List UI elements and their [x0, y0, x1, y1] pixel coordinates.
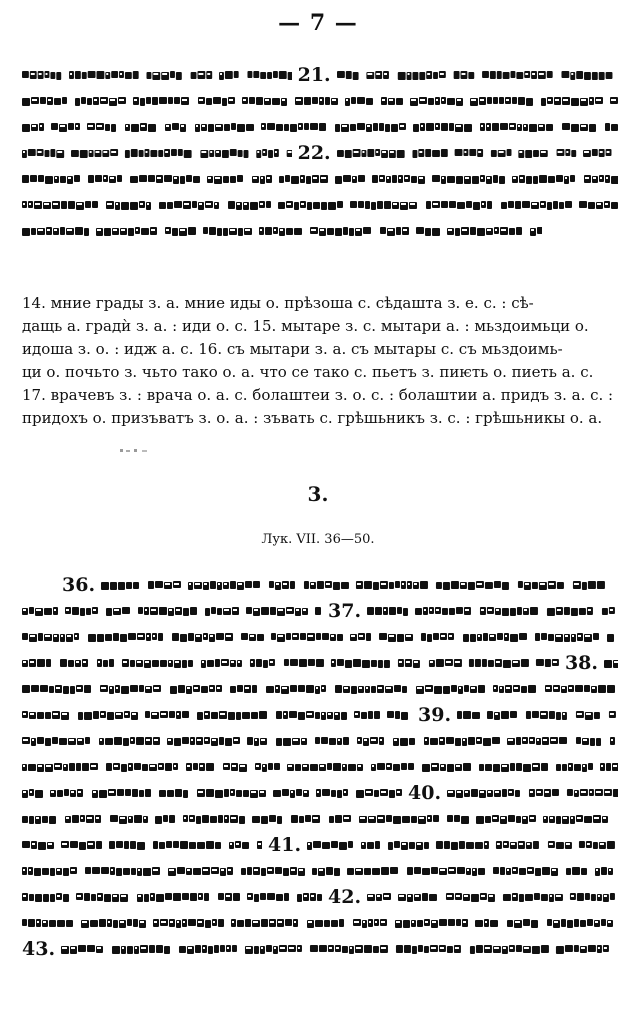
- glagolitic-text-segment: [22, 735, 618, 747]
- glagolitic-text-segment: [22, 709, 412, 721]
- text-line: [22, 88, 618, 114]
- scripture-reference: Лук. VII. 36—50.: [261, 532, 375, 547]
- apparatus-line: придохъ о. призъватъ з. о. а. : зъвать с. грѣшьникъ з. с. : грѣшьникы о. а.: [22, 409, 603, 427]
- glagolitic-text-segment: [22, 147, 292, 159]
- text-line: [22, 62, 618, 88]
- print-smudge: [120, 448, 160, 454]
- text-line: [22, 166, 618, 192]
- text-line: [22, 114, 618, 140]
- verse-number: 39.: [418, 704, 452, 726]
- glagolitic-glyphs: [22, 199, 618, 211]
- glagolitic-glyphs: [22, 69, 292, 81]
- glagolitic-glyphs: [61, 943, 618, 955]
- apparatus-line: 17. врачевъ з. : врача о. а. с. болаштеи з. о. с. : болаштии а. придъ з. а. с. :: [22, 386, 614, 404]
- section-number: 3.: [307, 482, 329, 506]
- glagolitic-text-segment: [22, 813, 618, 825]
- text-line: [22, 754, 618, 780]
- glagolitic-glyphs: [22, 787, 402, 799]
- text-line: [22, 650, 618, 676]
- glagolitic-glyphs: [22, 605, 322, 617]
- glagolitic-glyphs: [22, 735, 618, 747]
- glagolitic-glyphs: [22, 709, 412, 721]
- glagolitic-glyphs: [22, 95, 618, 107]
- glagolitic-text-block-top: [22, 62, 618, 244]
- glagolitic-glyphs: [367, 605, 618, 617]
- glagolitic-glyphs: [457, 709, 618, 721]
- verse-number: 41.: [268, 834, 302, 856]
- glagolitic-glyphs: [22, 865, 618, 877]
- verse-number: 42.: [328, 886, 362, 908]
- glagolitic-glyphs: [22, 121, 618, 133]
- glagolitic-glyphs: [22, 891, 322, 903]
- glagolitic-glyphs: [337, 147, 618, 159]
- glagolitic-glyphs: [22, 813, 618, 825]
- glagolitic-glyphs: [22, 839, 262, 851]
- glagolitic-glyphs: [22, 917, 618, 929]
- verse-number: 21.: [297, 64, 331, 86]
- glagolitic-glyphs: [307, 839, 618, 851]
- glagolitic-glyphs: [22, 225, 542, 237]
- glagolitic-text-segment: [22, 69, 292, 81]
- glagolitic-text-segment: [101, 579, 618, 591]
- glagolitic-text-segment: [61, 943, 618, 955]
- glagolitic-text-segment: [22, 891, 322, 903]
- glagolitic-text-block-bottom: [22, 572, 618, 962]
- text-line: [22, 140, 618, 166]
- text-line: [22, 624, 618, 650]
- verse-number: 36.: [62, 574, 96, 596]
- text-line: [22, 858, 618, 884]
- glagolitic-text-segment: [307, 839, 618, 851]
- text-line: [22, 702, 618, 728]
- glagolitic-glyphs: [337, 69, 618, 81]
- glagolitic-glyphs: [447, 787, 618, 799]
- text-line: [22, 728, 618, 754]
- glagolitic-glyphs: [22, 683, 618, 695]
- apparatus-line: идоша з. о. : идж а. с. 16. съ мытари з. а. съ мытары с. съ мьздоимь-: [22, 340, 563, 358]
- text-line: [22, 832, 618, 858]
- glagolitic-glyphs: [22, 631, 618, 643]
- glagolitic-text-segment: [22, 917, 618, 929]
- glagolitic-text-segment: [22, 839, 262, 851]
- glagolitic-text-segment: [22, 787, 402, 799]
- glagolitic-text-segment: [22, 865, 618, 877]
- text-line: [22, 936, 618, 962]
- glagolitic-text-segment: [22, 761, 618, 773]
- apparatus-line: 14. мние грады з. а. мние иды о. прѣзоша с. сѣдашта з. е. с. : сѣ-: [22, 294, 534, 312]
- glagolitic-glyphs: [22, 147, 292, 159]
- apparatus-line: дащь а. градѝ з. а. : иди о. с. 15. мытаре з. с. мытари а. : мьздоимьци о.: [22, 317, 589, 335]
- text-line: [22, 910, 618, 936]
- text-line: [22, 218, 618, 244]
- glagolitic-text-segment: [22, 95, 618, 107]
- text-line: [22, 572, 618, 598]
- page-number: — 7 —: [278, 10, 358, 36]
- glagolitic-text-segment: [22, 631, 618, 643]
- verse-number: 38.: [564, 652, 598, 674]
- glagolitic-text-segment: [22, 225, 542, 237]
- text-line: [22, 676, 618, 702]
- glagolitic-text-segment: [22, 173, 618, 185]
- glagolitic-glyphs: [22, 761, 618, 773]
- critical-apparatus: [22, 292, 622, 430]
- glagolitic-glyphs: [367, 891, 618, 903]
- glagolitic-text-segment: [447, 787, 618, 799]
- glagolitic-glyphs: [22, 657, 559, 669]
- glagolitic-text-segment: [22, 605, 322, 617]
- glagolitic-glyphs: [604, 657, 618, 669]
- text-line: [22, 598, 618, 624]
- verse-number: 22.: [297, 142, 331, 164]
- glagolitic-text-segment: [22, 657, 559, 669]
- text-line: [22, 884, 618, 910]
- glagolitic-text-segment: [22, 199, 618, 211]
- glagolitic-text-segment: [337, 69, 618, 81]
- text-line: [22, 192, 618, 218]
- glagolitic-glyphs: [101, 579, 618, 591]
- verse-number: 43.: [22, 938, 56, 960]
- text-line: [22, 806, 618, 832]
- glagolitic-text-segment: [367, 605, 618, 617]
- verse-number: 37.: [328, 600, 362, 622]
- glagolitic-text-segment: [457, 709, 618, 721]
- text-line: [22, 780, 618, 806]
- glagolitic-text-segment: [604, 657, 618, 669]
- glagolitic-text-segment: [22, 121, 618, 133]
- glagolitic-text-segment: [22, 683, 618, 695]
- apparatus-line: ци о. почьто з. чьто тако о. а. что се тако с. пьетъ з. пиѥть о. пиеть а. с.: [22, 363, 594, 381]
- glagolitic-glyphs: [22, 173, 618, 185]
- glagolitic-text-segment: [337, 147, 618, 159]
- glagolitic-text-segment: [367, 891, 618, 903]
- verse-number: 40.: [408, 782, 442, 804]
